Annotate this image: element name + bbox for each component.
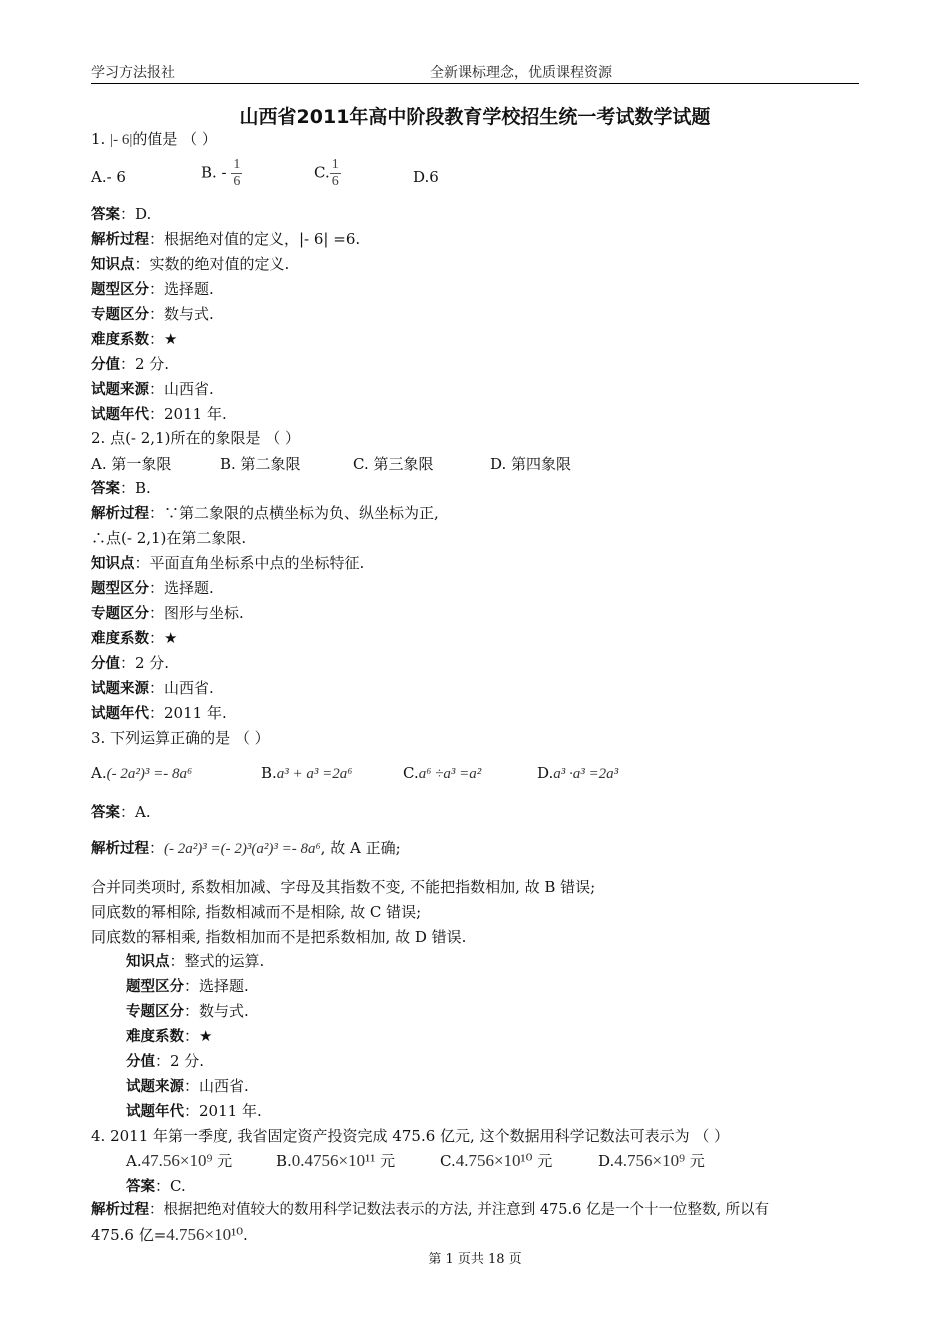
q4-option-b: B.0.4756×10¹¹ 元 xyxy=(276,1151,396,1170)
q1-topic: 专题区分：数与式. xyxy=(91,305,214,323)
header-divider xyxy=(91,83,859,84)
q3-analysis-line2: 同底数的幂相除, 指数相减而不是相除, 故 C 错误; xyxy=(91,903,422,921)
q1-source: 试题来源：山西省. xyxy=(91,380,214,398)
q2-option-d: D. 第四象限 xyxy=(490,455,572,473)
q3-year: 试题年代：2011 年. xyxy=(126,1102,262,1120)
q1-knowledge: 知识点：实数的绝对值的定义. xyxy=(91,255,290,273)
q1-stem: 1. |- 6|的值是 （ ） xyxy=(91,130,217,148)
q3-type: 题型区分：选择题. xyxy=(126,977,249,995)
q2-answer: 答案：B. xyxy=(91,479,151,497)
header-left: 学习方法报社 xyxy=(91,65,175,81)
q4-option-d: D.4.756×10⁹ 元 xyxy=(598,1151,705,1170)
q3-option-d: D.a³ ·a³ =2a³ xyxy=(537,764,619,782)
q3-option-b: B.a³ + a³ =2a⁶ xyxy=(261,764,353,782)
q4-option-a: A.47.56×10⁹ 元 xyxy=(126,1151,233,1170)
q4-analysis-cont: 475.6 亿=4.756×10¹⁰. xyxy=(91,1225,248,1244)
q3-source: 试题来源：山西省. xyxy=(126,1077,249,1095)
q3-option-c: C.a⁶ ÷a³ =a² xyxy=(403,764,482,782)
q1-option-b: B. - $\frac{1}{6}$ xyxy=(201,157,241,189)
q3-analysis: 解析过程：(- 2a²)³ =(- 2)³(a²)³ =- 8a⁶, 故 A 正确; xyxy=(91,839,401,857)
q2-knowledge: 知识点：平面直角坐标系中点的坐标特征. xyxy=(91,554,365,572)
q3-answer: 答案：A. xyxy=(91,803,151,821)
q3-score: 分值：2 分. xyxy=(126,1052,205,1070)
q1-score: 分值：2 分. xyxy=(91,355,170,373)
q3-difficulty: 难度系数：★ xyxy=(126,1027,213,1045)
q2-topic: 专题区分：图形与坐标. xyxy=(91,604,244,622)
q1-analysis: 解析过程：根据绝对值的定义，|- 6| =6. xyxy=(91,230,361,248)
q2-analysis-cont: ∴点(- 2,1)在第二象限. xyxy=(91,529,247,547)
q2-analysis: 解析过程：∵第二象限的点横坐标为负、纵坐标为正, xyxy=(91,504,439,522)
q1-answer: 答案：D. xyxy=(91,205,152,223)
q3-analysis-line1: 合并同类项时, 系数相加减、字母及其指数不变, 不能把指数相加, 故 B 错误; xyxy=(91,878,596,896)
q2-type: 题型区分：选择题. xyxy=(91,579,214,597)
q2-option-c: C. 第三象限 xyxy=(353,455,434,473)
q1-year: 试题年代：2011 年. xyxy=(91,405,227,423)
q2-year: 试题年代：2011 年. xyxy=(91,704,227,722)
q2-option-a: A. 第一象限 xyxy=(91,455,172,473)
header-center: 全新课标理念，优质课程资源 xyxy=(430,65,612,81)
q3-topic: 专题区分：数与式. xyxy=(126,1002,249,1020)
q4-stem: 4. 2011 年第一季度, 我省固定资产投资完成 475.6 亿元, 这个数据用科学记数法可表示为 （ ） xyxy=(91,1127,730,1145)
q3-option-a: A.(- 2a²)³ =- 8a⁶ xyxy=(91,764,193,782)
q3-analysis-line3: 同底数的幂相乘, 指数相加而不是把系数相加, 故 D 错误. xyxy=(91,928,467,946)
q4-option-c: C.4.756×10¹⁰ 元 xyxy=(440,1151,553,1170)
page-title: 山西省2011年高中阶段教育学校招生统一考试数学试题 xyxy=(239,106,711,128)
q1-option-a: A.- 6 xyxy=(91,168,126,186)
q4-answer: 答案：C. xyxy=(126,1177,186,1195)
q4-analysis: 解析过程：根据把绝对值较大的数用科学记数法表示的方法, 并注意到 475.6 亿是一个十一位整数, 所以有 xyxy=(91,1202,770,1218)
q1-option-c: C. $\frac{1}{6}$ xyxy=(314,157,339,189)
q2-stem: 2. 点(- 2,1)所在的象限是 （ ） xyxy=(91,429,301,447)
page-footer: 第 1 页共 18 页 xyxy=(428,1252,522,1267)
q2-option-b: B. 第二象限 xyxy=(220,455,301,473)
q1-type: 题型区分：选择题. xyxy=(91,280,214,298)
q2-score: 分值：2 分. xyxy=(91,654,170,672)
q3-stem: 3. 下列运算正确的是 （ ） xyxy=(91,729,270,747)
q2-source: 试题来源：山西省. xyxy=(91,679,214,697)
q2-difficulty: 难度系数：★ xyxy=(91,629,178,647)
q1-difficulty: 难度系数：★ xyxy=(91,330,178,348)
q1-option-d: D.6 xyxy=(413,168,439,186)
q3-knowledge: 知识点：整式的运算. xyxy=(126,952,265,970)
